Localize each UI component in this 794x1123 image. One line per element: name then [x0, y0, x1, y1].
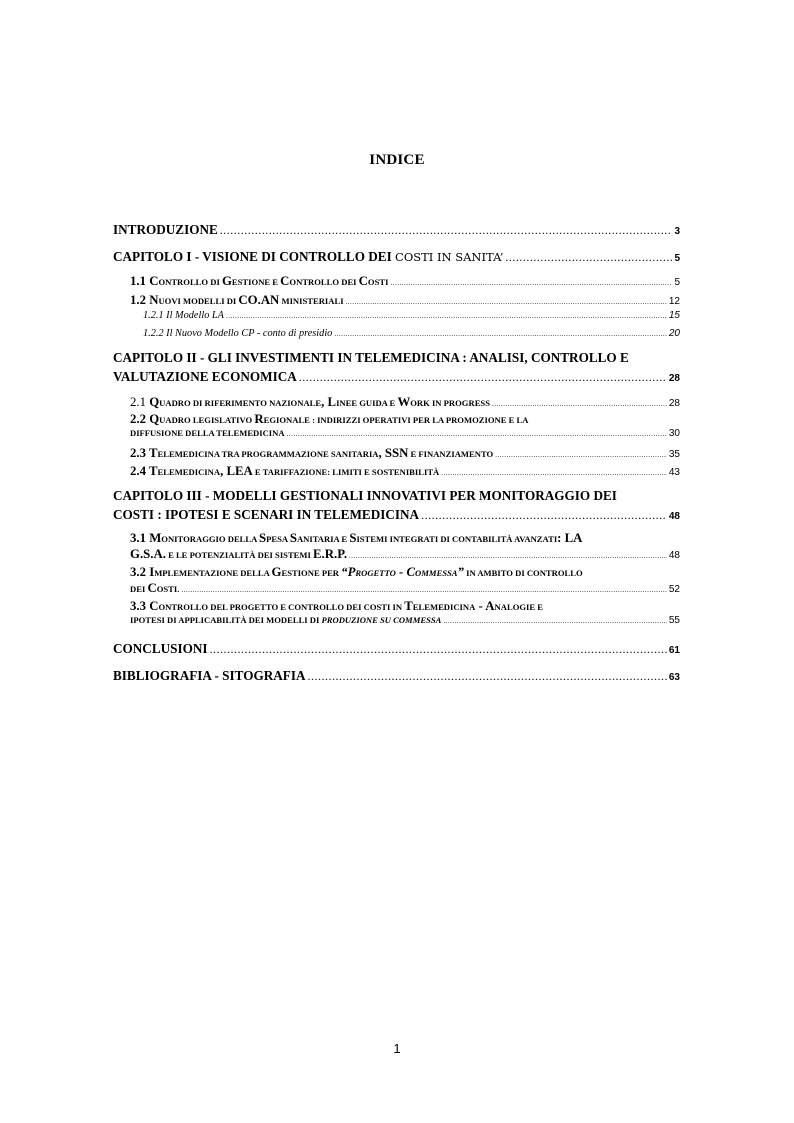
toc-entry-bibliografia[interactable]	[113, 668, 680, 684]
toc-entry-label: IPOTESI DI APPLICABILITÀ DEI MODELLI DI PRODUZIONE SU COMMESSA	[130, 615, 442, 625]
toc-page-number: 35	[668, 449, 680, 460]
toc-entry-label: VALUTAZIONE ECONOMICA	[113, 369, 297, 384]
toc-entry-label: 1.2.2 Il Nuovo Modello CP - conto di presidio	[143, 328, 333, 339]
toc-entry-1-2[interactable]	[130, 293, 680, 308]
toc-entry-capitolo-2[interactable]	[113, 350, 680, 385]
dot-leader	[349, 552, 667, 560]
toc-entry-3-2[interactable]	[130, 565, 680, 596]
dot-leader	[334, 330, 667, 338]
dot-leader	[390, 279, 672, 287]
toc-page-number: 61	[668, 645, 680, 656]
toc-entry-capitolo-1[interactable]	[113, 249, 680, 265]
toc-entry-conclusioni[interactable]	[113, 641, 680, 657]
dot-leader	[443, 617, 667, 625]
toc-entry-label: 2.2 QUADRO LEGISLATIVO REGIONALE : INDIRIZZI OPERATIVI PER LA PROMOZIONE E LA	[130, 412, 529, 426]
toc-page-number: 48	[668, 550, 680, 561]
toc-entry-label: CAPITOLO I - VISIONE DI CONTROLLO DEI COSTI IN SANITA’	[113, 249, 504, 264]
toc-entry-label: CAPITOLO II - GLI INVESTIMENTI IN TELEMEDICINA : ANALISI, CONTROLLO E	[113, 350, 629, 365]
toc-page-number: 55	[668, 615, 680, 626]
dot-leader	[181, 586, 666, 594]
dot-leader	[210, 642, 667, 657]
toc-entry-2-2[interactable]	[130, 412, 680, 439]
toc-entry-label: CONCLUSIONI	[113, 641, 208, 656]
toc-entry-2-4[interactable]	[130, 464, 680, 479]
document-title: INDICE	[369, 152, 425, 168]
toc-entry-1-2-1[interactable]	[143, 310, 680, 321]
toc-page-number: 5	[674, 253, 680, 264]
dot-leader	[441, 469, 667, 477]
dot-leader	[287, 430, 667, 438]
toc-page-number: 5	[674, 277, 680, 288]
toc-entry-label: 2.4 TELEMEDICINA, LEA E TARIFFAZIONE: LIMITI E SOSTENIBILITÀ	[130, 464, 440, 478]
toc-entry-3-1[interactable]	[130, 531, 680, 562]
toc-page-number: 12	[668, 296, 680, 307]
toc-entry-label: DEI COSTI.	[130, 581, 180, 595]
toc-entry-label: 1.1 CONTROLLO DI GESTIONE E CONTROLLO DEI COSTI	[130, 274, 389, 288]
toc-entry-label: 2.3 TELEMEDICINA TRA PROGRAMMAZIONE SANITARIA, SSN E FINANZIAMENTO	[130, 446, 494, 460]
toc-page-number: 3	[674, 226, 680, 237]
toc-page-number: 28	[668, 373, 680, 384]
toc-entry-label: 3.2 IMPLEMENTAZIONE DELLA GESTIONE PER “PROGETTO - COMMESSA” IN AMBITO DI CONTROLLO	[130, 565, 583, 579]
dot-leader	[492, 400, 667, 408]
toc-entry-label: 1.2.1 Il Modello LA	[143, 310, 224, 321]
dot-leader	[226, 312, 667, 320]
toc-page-number: 43	[668, 467, 680, 478]
toc-entry-2-3[interactable]	[130, 446, 680, 461]
toc-page-number: 20	[668, 328, 680, 339]
dot-leader	[299, 370, 667, 385]
dot-leader	[307, 669, 666, 684]
toc-page-number: 15	[668, 310, 680, 321]
toc-page-number: 28	[668, 398, 680, 409]
toc-entry-label: 3.3 CONTROLLO DEL PROGETTO E CONTROLLO DEI COSTI IN TELEMEDICINA - ANALOGIE E	[130, 599, 544, 613]
toc-entry-label: 2.1 QUADRO DI RIFERIMENTO NAZIONALE, LINEE GUIDA E WORK IN PROGRESS	[130, 395, 490, 409]
toc-entry-label: BIBLIOGRAFIA - SITOGRAFIA	[113, 668, 306, 683]
toc-entry-1-1[interactable]	[130, 274, 680, 289]
dot-leader	[505, 250, 672, 265]
page-number: 1	[393, 1041, 401, 1056]
dot-leader	[421, 508, 667, 523]
toc-entry-label: G.S.A. E LE POTENZIALITÀ DEI SISTEMI E.R.P.	[130, 547, 348, 561]
toc-entry-introduzione[interactable]	[113, 222, 680, 238]
toc-page-number: 30	[668, 428, 680, 439]
toc-entry-1-2-2[interactable]	[143, 328, 680, 339]
toc-entry-capitolo-3[interactable]	[113, 488, 680, 523]
toc-page-number: 63	[668, 672, 680, 683]
toc-entry-label: COSTI : IPOTESI E SCENARI IN TELEMEDICINA	[113, 507, 420, 522]
dot-leader	[220, 223, 673, 238]
toc-entry-label: 1.2 NUOVI MODELLI DI CO.AN MINISTERIALI	[130, 293, 344, 307]
toc-entry-label: DIFFUSIONE DELLA TELEMEDICINA	[130, 428, 285, 438]
toc-page-number: 48	[668, 511, 680, 522]
toc-entry-label: INTRODUZIONE	[113, 222, 218, 237]
toc-page-number: 52	[668, 584, 680, 595]
toc-entry-label: 3.1 MONITORAGGIO DELLA SPESA SANITARIA E SISTEMI INTEGRATI DI CONTABILITÀ AVANZATI: LA	[130, 531, 583, 545]
toc-entry-3-3[interactable]	[130, 599, 680, 626]
toc-entry-label: CAPITOLO III - MODELLI GESTIONALI INNOVATIVI PER MONITORAGGIO DEI	[113, 488, 617, 503]
dot-leader	[495, 451, 667, 459]
toc-entry-2-1[interactable]	[130, 395, 680, 410]
dot-leader	[346, 298, 667, 306]
